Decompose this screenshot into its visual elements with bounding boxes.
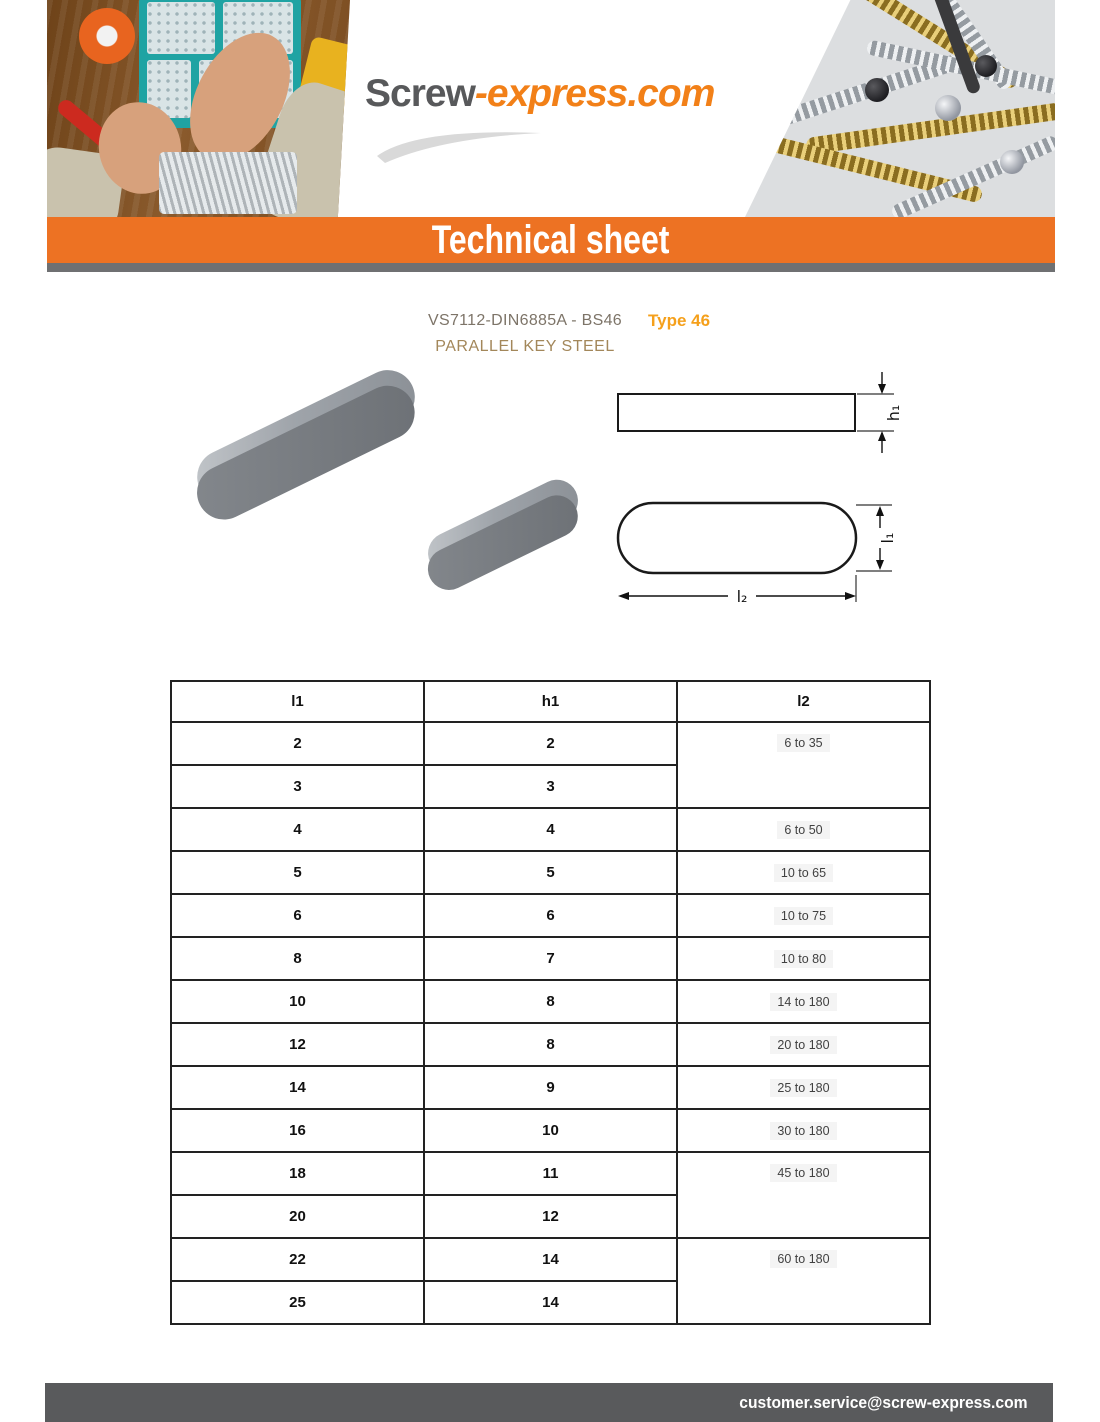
tape-measure-icon (79, 8, 135, 64)
cell-l2 (677, 1066, 930, 1109)
customer-service-email: customer.service@screw-express.com (738, 1392, 1028, 1412)
cell-l1: 2 (171, 722, 424, 765)
header-l2: l2 (677, 681, 930, 722)
cell-h1: 2 (424, 722, 677, 765)
cell-l1: 3 (171, 765, 424, 808)
table-row (171, 1109, 930, 1152)
label-h1: h₁ (884, 404, 903, 422)
cell-l1: 16 (171, 1109, 424, 1152)
cell-h1: 11 (424, 1152, 677, 1195)
l2-range-value: 6 to 50 (777, 821, 829, 839)
cell-h1: 7 (424, 937, 677, 980)
table-header-row (171, 681, 930, 722)
banner-title: Technical sheet (432, 217, 670, 262)
l2-range-value: 25 to 180 (770, 1079, 836, 1097)
cell-l2 (677, 937, 930, 980)
cell-h1: 5 (424, 851, 677, 894)
parallel-key-large (188, 361, 424, 513)
cell-l2 (677, 1109, 930, 1152)
cell-h1: 9 (424, 1066, 677, 1109)
cell-l2 (677, 722, 930, 808)
cell-l1: 25 (171, 1281, 424, 1324)
cell-l1: 14 (171, 1066, 424, 1109)
table-row (171, 1238, 930, 1281)
table-row (171, 894, 930, 937)
banner (47, 217, 1055, 263)
cell-h1: 12 (424, 1195, 677, 1238)
cell-l1: 6 (171, 894, 424, 937)
dimension-drawing (598, 368, 910, 620)
table-row (171, 1066, 930, 1109)
cell-l2 (677, 1238, 930, 1324)
screw-head-icon (975, 55, 997, 77)
cell-l2 (677, 851, 930, 894)
screw-tray (159, 152, 297, 214)
cell-h1: 8 (424, 980, 677, 1023)
table-row (171, 1023, 930, 1066)
workbench-photo (47, 0, 350, 217)
cell-h1: 10 (424, 1109, 677, 1152)
parallel-keys-photo (170, 368, 510, 603)
cell-h1: 6 (424, 894, 677, 937)
label-l2: l₂ (736, 587, 748, 606)
cell-l1: 8 (171, 937, 424, 980)
cell-h1: 4 (424, 808, 677, 851)
cell-l1: 4 (171, 808, 424, 851)
header-l1: l1 (171, 681, 424, 722)
key-top-view (618, 503, 856, 573)
l2-range-value: 6 to 35 (777, 734, 829, 752)
logo-text-express: -express.com (474, 72, 715, 115)
parallel-key-small (421, 473, 585, 582)
l2-range-value: 30 to 180 (770, 1122, 836, 1140)
l2-range-value: 10 to 80 (774, 950, 833, 968)
logo-text-screw: Screw (365, 72, 475, 115)
cell-h1: 14 (424, 1281, 677, 1324)
product-title-block (0, 312, 1100, 372)
banner-underline (47, 263, 1055, 272)
cell-h1: 3 (424, 765, 677, 808)
cell-l1: 18 (171, 1152, 424, 1195)
product-type: Type 46 (648, 311, 711, 330)
cell-l1: 12 (171, 1023, 424, 1066)
key-side-view (618, 394, 855, 431)
product-name: PARALLEL KEY STEEL (435, 338, 615, 355)
screw-head-icon (865, 78, 889, 102)
table-row (171, 980, 930, 1023)
logo-swoosh (371, 124, 551, 164)
cell-h1: 14 (424, 1238, 677, 1281)
footer-bar (45, 1383, 1053, 1422)
table-row (171, 722, 930, 765)
l2-range-value: 10 to 75 (774, 907, 833, 925)
cell-h1: 8 (424, 1023, 677, 1066)
cell-l2 (677, 808, 930, 851)
l2-range-value: 14 to 180 (770, 993, 836, 1011)
logo (365, 72, 745, 116)
table-row (171, 1152, 930, 1195)
table-row (171, 937, 930, 980)
label-l1: l₁ (878, 532, 897, 544)
cell-l1: 22 (171, 1238, 424, 1281)
l2-range-value: 45 to 180 (770, 1164, 836, 1182)
cell-l1: 10 (171, 980, 424, 1023)
table-row (171, 851, 930, 894)
cell-l2 (677, 894, 930, 937)
cell-l2 (677, 1152, 930, 1238)
l2-range-value: 60 to 180 (770, 1250, 836, 1268)
screw-head-icon (1000, 150, 1024, 174)
screws-pile-photo (745, 0, 1055, 217)
product-reference: VS7112-DIN6885A - BS46 (428, 312, 622, 329)
spec-table-body (171, 722, 930, 1324)
cell-l2 (677, 980, 930, 1023)
cell-l1: 20 (171, 1195, 424, 1238)
spec-table (170, 680, 931, 1325)
cell-l1: 5 (171, 851, 424, 894)
l2-range-value: 10 to 65 (774, 864, 833, 882)
header-h1: h1 (424, 681, 677, 722)
cell-l2 (677, 1023, 930, 1066)
table-row (171, 808, 930, 851)
screw-head-icon (935, 95, 961, 121)
l2-range-value: 20 to 180 (770, 1036, 836, 1054)
